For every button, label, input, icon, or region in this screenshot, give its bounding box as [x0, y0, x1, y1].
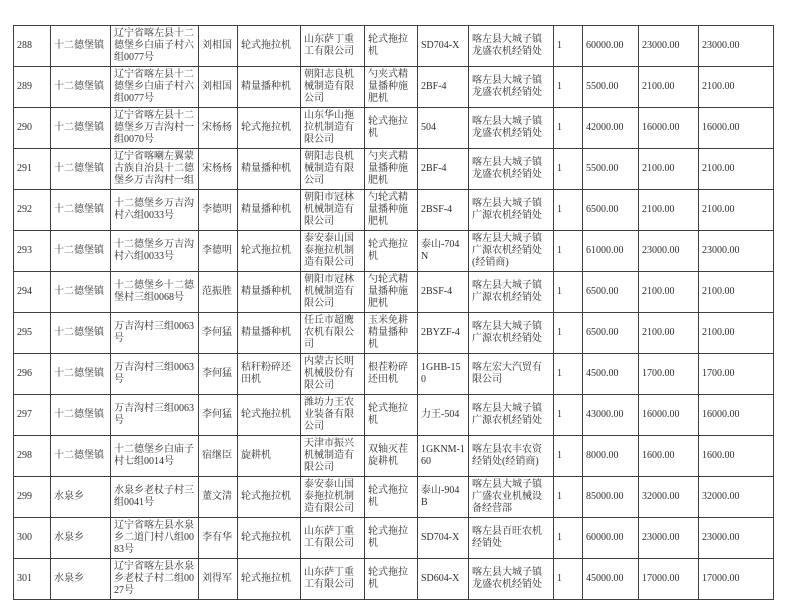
cell-row-number: 299	[14, 477, 51, 518]
table-row	[14, 149, 774, 190]
cell-applicant-name: 李何猛	[199, 395, 238, 436]
cell-quantity: 1	[554, 559, 583, 600]
cell-unit-price: 85000.00	[583, 477, 639, 518]
table-row	[14, 436, 774, 477]
subsidy-table	[13, 25, 774, 600]
cell-unit-subsidy: 16000.00	[639, 395, 699, 436]
cell-product-name: 根茬粉碎还田机	[365, 354, 418, 395]
cell-address: 水泉乡老杖子村三组0041号	[111, 477, 199, 518]
cell-town: 十二德堡镇	[51, 108, 111, 149]
cell-manufacturer: 泰安泰山国泰拖拉机制造有限公司	[301, 231, 365, 272]
cell-unit-price: 6500.00	[583, 190, 639, 231]
cell-applicant-name: 刘相国	[199, 67, 238, 108]
cell-unit-price: 42000.00	[583, 108, 639, 149]
cell-applicant-name: 李有华	[199, 518, 238, 559]
cell-row-number: 300	[14, 518, 51, 559]
cell-town: 十二德堡镇	[51, 26, 111, 67]
cell-dealer: 喀左县大城子镇广源农机经销处	[469, 395, 554, 436]
cell-machine-category: 轮式拖拉机	[238, 395, 301, 436]
cell-applicant-name: 范振胜	[199, 272, 238, 313]
cell-model: 2BF-4	[418, 149, 469, 190]
cell-product-name: 勺夹式精量播种施肥机	[365, 149, 418, 190]
cell-unit-subsidy: 32000.00	[639, 477, 699, 518]
cell-machine-category: 轮式拖拉机	[238, 559, 301, 600]
cell-total-subsidy: 23000.00	[699, 26, 774, 67]
cell-town: 十二德堡镇	[51, 149, 111, 190]
cell-model: 504	[418, 108, 469, 149]
cell-product-name: 轮式拖拉机	[365, 231, 418, 272]
cell-row-number: 293	[14, 231, 51, 272]
cell-manufacturer: 山东萨丁重工有限公司	[301, 26, 365, 67]
cell-model: 力王-504	[418, 395, 469, 436]
cell-quantity: 1	[554, 477, 583, 518]
cell-model: SD704-X	[418, 518, 469, 559]
cell-quantity: 1	[554, 149, 583, 190]
cell-town: 水泉乡	[51, 518, 111, 559]
cell-dealer: 喀左县大城子镇广盛农业机械设备经营部	[469, 477, 554, 518]
cell-dealer: 喀左县大城子镇广源农机经销处	[469, 313, 554, 354]
cell-applicant-name: 董文清	[199, 477, 238, 518]
cell-unit-price: 4500.00	[583, 354, 639, 395]
cell-unit-subsidy: 23000.00	[639, 26, 699, 67]
cell-applicant-name: 李德明	[199, 190, 238, 231]
cell-applicant-name: 李何猛	[199, 354, 238, 395]
cell-dealer: 喀左县大城子镇广源农机经销处	[469, 190, 554, 231]
cell-manufacturer: 天津市振兴机械制造有限公司	[301, 436, 365, 477]
cell-machine-category: 轮式拖拉机	[238, 477, 301, 518]
cell-total-subsidy: 17000.00	[699, 559, 774, 600]
cell-total-subsidy: 2100.00	[699, 272, 774, 313]
cell-machine-category: 精量播种机	[238, 67, 301, 108]
cell-row-number: 296	[14, 354, 51, 395]
cell-quantity: 1	[554, 272, 583, 313]
cell-row-number: 294	[14, 272, 51, 313]
cell-address: 辽宁省喀左县水泉乡老杖子村二组0027号	[111, 559, 199, 600]
cell-total-subsidy: 16000.00	[699, 108, 774, 149]
cell-machine-category: 轮式拖拉机	[238, 26, 301, 67]
cell-town: 十二德堡镇	[51, 313, 111, 354]
cell-applicant-name: 刘得军	[199, 559, 238, 600]
cell-total-subsidy: 2100.00	[699, 313, 774, 354]
cell-manufacturer: 朝阳市冠林机械制造有限公司	[301, 190, 365, 231]
cell-manufacturer: 朝阳志良机械制造有限公司	[301, 149, 365, 190]
cell-machine-category: 轮式拖拉机	[238, 231, 301, 272]
table-row	[14, 559, 774, 600]
cell-row-number: 288	[14, 26, 51, 67]
cell-product-name: 玉米免耕精量播种机	[365, 313, 418, 354]
cell-unit-price: 6500.00	[583, 313, 639, 354]
cell-manufacturer: 任丘市超鹰农机有限公司	[301, 313, 365, 354]
cell-dealer: 喀左县大城子镇龙盛农机经销处	[469, 67, 554, 108]
cell-dealer: 喀左县大城子镇龙盛农机经销处	[469, 559, 554, 600]
cell-applicant-name: 宋杨杨	[199, 108, 238, 149]
cell-unit-price: 60000.00	[583, 518, 639, 559]
table-row	[14, 313, 774, 354]
cell-model: 2BSF-4	[418, 272, 469, 313]
cell-total-subsidy: 2100.00	[699, 190, 774, 231]
cell-unit-subsidy: 23000.00	[639, 231, 699, 272]
cell-town: 水泉乡	[51, 559, 111, 600]
cell-machine-category: 轮式拖拉机	[238, 108, 301, 149]
cell-quantity: 1	[554, 313, 583, 354]
cell-quantity: 1	[554, 436, 583, 477]
cell-address: 万吉沟村三组0063号	[111, 395, 199, 436]
cell-row-number: 298	[14, 436, 51, 477]
cell-unit-subsidy: 2100.00	[639, 67, 699, 108]
cell-applicant-name: 李德明	[199, 231, 238, 272]
cell-quantity: 1	[554, 26, 583, 67]
cell-dealer: 喀左县大城子镇龙盛农机经销处	[469, 149, 554, 190]
cell-unit-subsidy: 1600.00	[639, 436, 699, 477]
cell-row-number: 289	[14, 67, 51, 108]
cell-quantity: 1	[554, 108, 583, 149]
cell-applicant-name: 李何猛	[199, 313, 238, 354]
cell-town: 十二德堡镇	[51, 354, 111, 395]
cell-total-subsidy: 16000.00	[699, 395, 774, 436]
cell-unit-price: 6500.00	[583, 272, 639, 313]
cell-address: 十二德堡乡万吉沟村六组0033号	[111, 231, 199, 272]
table-row	[14, 354, 774, 395]
cell-town: 十二德堡镇	[51, 436, 111, 477]
cell-model: 2BYZF-4	[418, 313, 469, 354]
cell-model: SD704-X	[418, 26, 469, 67]
cell-model: 2BF-4	[418, 67, 469, 108]
cell-product-name: 勺夹式精量播种施肥机	[365, 67, 418, 108]
cell-address: 十二德堡乡十二德堡村三组0068号	[111, 272, 199, 313]
table-row	[14, 108, 774, 149]
cell-manufacturer: 山东萨丁重工有限公司	[301, 518, 365, 559]
cell-quantity: 1	[554, 395, 583, 436]
cell-quantity: 1	[554, 231, 583, 272]
cell-manufacturer: 朝阳市冠林机械制造有限公司	[301, 272, 365, 313]
cell-total-subsidy: 2100.00	[699, 149, 774, 190]
cell-applicant-name: 刘相国	[199, 26, 238, 67]
cell-dealer: 喀左宏大汽贸有限公司	[469, 354, 554, 395]
cell-address: 十二德堡乡万吉沟村六组0033号	[111, 190, 199, 231]
cell-unit-subsidy: 2100.00	[639, 149, 699, 190]
cell-unit-subsidy: 2100.00	[639, 272, 699, 313]
cell-unit-subsidy: 1700.00	[639, 354, 699, 395]
cell-unit-price: 8000.00	[583, 436, 639, 477]
cell-total-subsidy: 32000.00	[699, 477, 774, 518]
cell-model: 泰山-704N	[418, 231, 469, 272]
cell-row-number: 301	[14, 559, 51, 600]
cell-dealer: 喀左县百旺农机经销处	[469, 518, 554, 559]
cell-total-subsidy: 23000.00	[699, 518, 774, 559]
cell-town: 十二德堡镇	[51, 231, 111, 272]
cell-row-number: 292	[14, 190, 51, 231]
cell-model: SD604-X	[418, 559, 469, 600]
cell-model: 2BSF-4	[418, 190, 469, 231]
cell-machine-category: 精量播种机	[238, 190, 301, 231]
cell-applicant-name: 宿继臣	[199, 436, 238, 477]
cell-manufacturer: 山东华山拖拉机制造有限公司	[301, 108, 365, 149]
table-row	[14, 190, 774, 231]
cell-dealer: 喀左县农丰农资经销处(经销商)	[469, 436, 554, 477]
table-row	[14, 67, 774, 108]
cell-model: 1GKNM-160	[418, 436, 469, 477]
cell-address: 万吉沟村三组0063号	[111, 313, 199, 354]
table-row	[14, 231, 774, 272]
cell-manufacturer: 潍坊力王农业装备有限公司	[301, 395, 365, 436]
cell-town: 十二德堡镇	[51, 272, 111, 313]
cell-unit-price: 5500.00	[583, 67, 639, 108]
cell-model: 1GHB-150	[418, 354, 469, 395]
cell-product-name: 双轴灭茬旋耕机	[365, 436, 418, 477]
cell-model: 泰山-904B	[418, 477, 469, 518]
cell-address: 十二德堡乡白庙子村七组0014号	[111, 436, 199, 477]
cell-unit-price: 60000.00	[583, 26, 639, 67]
cell-dealer: 喀左县大城子镇广源农机经销处(经销商)	[469, 231, 554, 272]
cell-machine-category: 秸秆粉碎还田机	[238, 354, 301, 395]
cell-town: 十二德堡镇	[51, 67, 111, 108]
cell-dealer: 喀左县大城子镇广源农机经销处	[469, 272, 554, 313]
cell-address: 辽宁省喀左县十二德堡乡万吉沟村一组0070号	[111, 108, 199, 149]
cell-product-name: 勺轮式精量播种施肥机	[365, 190, 418, 231]
cell-machine-category: 精量播种机	[238, 313, 301, 354]
cell-product-name: 轮式拖拉机	[365, 477, 418, 518]
cell-unit-price: 45000.00	[583, 559, 639, 600]
cell-product-name: 轮式拖拉机	[365, 395, 418, 436]
cell-manufacturer: 山东萨丁重工有限公司	[301, 559, 365, 600]
cell-row-number: 295	[14, 313, 51, 354]
cell-unit-subsidy: 2100.00	[639, 313, 699, 354]
cell-machine-category: 旋耕机	[238, 436, 301, 477]
cell-quantity: 1	[554, 67, 583, 108]
cell-unit-price: 61000.00	[583, 231, 639, 272]
cell-dealer: 喀左县大城子镇龙盛农机经销处	[469, 108, 554, 149]
table-row	[14, 518, 774, 559]
cell-manufacturer: 朝阳志良机械制造有限公司	[301, 67, 365, 108]
cell-product-name: 轮式拖拉机	[365, 518, 418, 559]
cell-unit-subsidy: 2100.00	[639, 190, 699, 231]
cell-unit-subsidy: 23000.00	[639, 518, 699, 559]
table-row	[14, 26, 774, 67]
cell-address: 辽宁省喀左县十二德堡乡白庙子村六组0077号	[111, 26, 199, 67]
cell-address: 辽宁省喀喇左翼蒙古族自治县十二德堡乡万吉沟村一组	[111, 149, 199, 190]
cell-dealer: 喀左县大城子镇龙盛农机经销处	[469, 26, 554, 67]
table-row	[14, 395, 774, 436]
cell-unit-subsidy: 17000.00	[639, 559, 699, 600]
cell-unit-subsidy: 16000.00	[639, 108, 699, 149]
cell-manufacturer: 泰安泰山国泰拖拉机制造有限公司	[301, 477, 365, 518]
cell-total-subsidy: 1700.00	[699, 354, 774, 395]
cell-row-number: 290	[14, 108, 51, 149]
table-row	[14, 477, 774, 518]
cell-quantity: 1	[554, 190, 583, 231]
cell-address: 万吉沟村三组0063号	[111, 354, 199, 395]
cell-address: 辽宁省喀左县十二德堡乡白庙子村六组0077号	[111, 67, 199, 108]
cell-town: 十二德堡镇	[51, 395, 111, 436]
cell-town: 十二德堡镇	[51, 190, 111, 231]
cell-machine-category: 精量播种机	[238, 272, 301, 313]
cell-unit-price: 43000.00	[583, 395, 639, 436]
cell-unit-price: 5500.00	[583, 149, 639, 190]
cell-town: 水泉乡	[51, 477, 111, 518]
cell-product-name: 轮式拖拉机	[365, 559, 418, 600]
cell-row-number: 291	[14, 149, 51, 190]
cell-total-subsidy: 23000.00	[699, 231, 774, 272]
cell-machine-category: 轮式拖拉机	[238, 518, 301, 559]
cell-manufacturer: 内蒙古长明机械股份有限公司	[301, 354, 365, 395]
cell-address: 辽宁省喀左县水泉乡二道门村八组0083号	[111, 518, 199, 559]
cell-product-name: 轮式拖拉机	[365, 26, 418, 67]
cell-product-name: 轮式拖拉机	[365, 108, 418, 149]
cell-applicant-name: 宋杨杨	[199, 149, 238, 190]
table-row	[14, 272, 774, 313]
cell-total-subsidy: 1600.00	[699, 436, 774, 477]
cell-quantity: 1	[554, 518, 583, 559]
cell-machine-category: 精量播种机	[238, 149, 301, 190]
cell-row-number: 297	[14, 395, 51, 436]
cell-quantity: 1	[554, 354, 583, 395]
cell-total-subsidy: 2100.00	[699, 67, 774, 108]
table-body	[14, 26, 774, 600]
cell-product-name: 勺轮式精量播种施肥机	[365, 272, 418, 313]
